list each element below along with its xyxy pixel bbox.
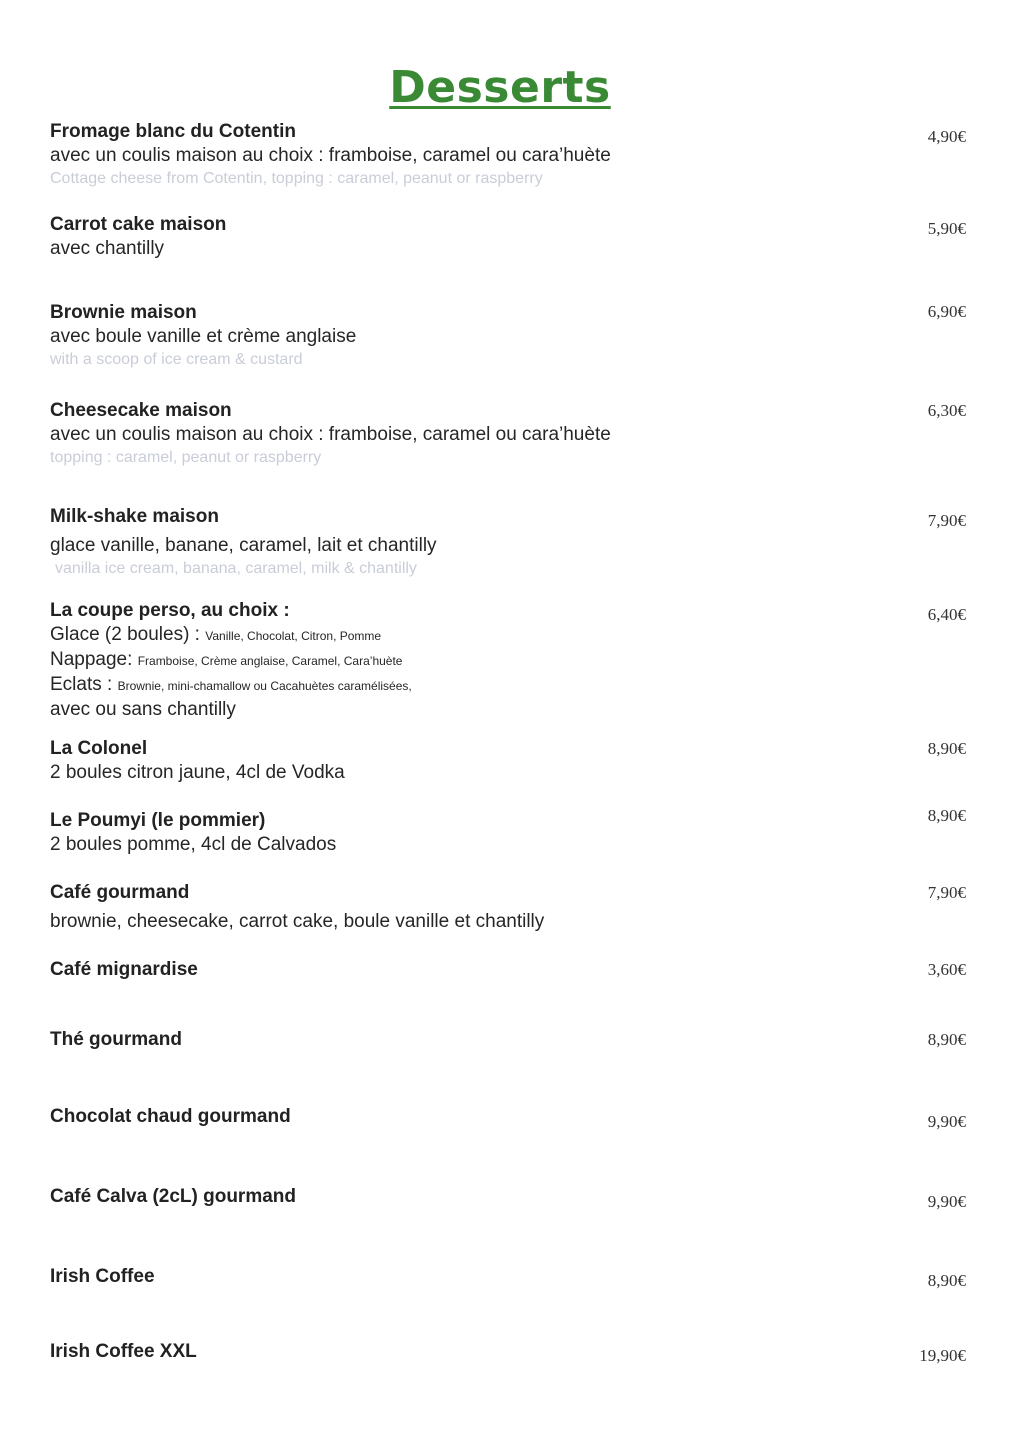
item-english: topping : caramel, peanut or raspberry xyxy=(50,449,322,466)
item-english: vanilla ice cream, banana, caramel, milk & chantilly xyxy=(55,560,417,577)
menu-item xyxy=(50,1265,1010,1289)
choice-label: Nappage: xyxy=(50,649,133,670)
item-description: 2 boules pomme, 4cl de Calvados xyxy=(50,834,337,855)
item-price: 7,90€ xyxy=(927,883,966,902)
item-description: avec ou sans chantilly xyxy=(50,699,236,720)
item-price: 5,90€ xyxy=(927,219,966,238)
item-name: Café Calva (2cL) gourmand xyxy=(50,1186,296,1207)
choice-detail: Brownie, mini-chamallow ou Cacahuètes caramélisées, xyxy=(117,679,412,693)
item-description: 2 boules citron jaune, 4cl de Vodka xyxy=(50,762,345,783)
menu-item xyxy=(50,213,1010,261)
item-price: 8,90€ xyxy=(927,739,966,758)
item-price: 3,60€ xyxy=(927,960,966,979)
item-choice-line xyxy=(50,623,1010,648)
item-name: Le Poumyi (le pommier) xyxy=(50,810,266,831)
item-price: 8,90€ xyxy=(927,1271,966,1290)
menu-item xyxy=(50,737,1010,785)
item-name: Milk-shake maison xyxy=(50,506,219,527)
menu-item xyxy=(50,599,1010,722)
item-price: 8,90€ xyxy=(927,1030,966,1049)
item-name: Fromage blanc du Cotentin xyxy=(50,121,296,142)
menu-item xyxy=(50,1340,1010,1364)
item-description: avec un coulis maison au choix : framboise, caramel ou cara’huète xyxy=(50,424,611,445)
item-english: Cottage cheese from Cotentin, topping : caramel, peanut or raspberry xyxy=(50,170,543,187)
item-name: Irish Coffee XXL xyxy=(50,1341,197,1362)
item-name: Chocolat chaud gourmand xyxy=(50,1106,291,1127)
item-name: La coupe perso, au choix : xyxy=(50,600,290,621)
choice-label: Eclats : xyxy=(50,674,113,695)
menu-item xyxy=(50,1105,1010,1129)
item-name: Cheesecake maison xyxy=(50,400,232,421)
item-price: 6,40€ xyxy=(927,605,966,624)
item-name: Café gourmand xyxy=(50,882,190,903)
item-price: 6,90€ xyxy=(927,302,966,321)
item-name: La Colonel xyxy=(50,738,148,759)
item-price: 4,90€ xyxy=(927,127,966,146)
item-english: with a scoop of ice cream & custard xyxy=(50,351,303,368)
choice-detail: Vanille, Chocolat, Citron, Pomme xyxy=(205,629,382,643)
item-price: 7,90€ xyxy=(927,511,966,530)
choice-detail: Framboise, Crème anglaise, Caramel, Cara’huète xyxy=(137,654,403,668)
item-price: 8,90€ xyxy=(927,806,966,825)
item-name: Irish Coffee xyxy=(50,1266,155,1287)
page-title: Desserts xyxy=(389,62,611,113)
item-name: Carrot cake maison xyxy=(50,214,227,235)
item-price: 9,90€ xyxy=(927,1112,966,1131)
menu-item xyxy=(50,399,1010,469)
menu-item xyxy=(50,505,1010,580)
menu-item xyxy=(50,958,1010,982)
item-choice-line xyxy=(50,648,1010,673)
item-description: glace vanille, banane, caramel, lait et chantilly xyxy=(50,535,437,556)
item-price: 9,90€ xyxy=(927,1192,966,1211)
item-name: Thé gourmand xyxy=(50,1029,182,1050)
item-description: brownie, cheesecake, carrot cake, boule vanille et chantilly xyxy=(50,911,545,932)
item-name: Café mignardise xyxy=(50,959,198,980)
item-description: avec chantilly xyxy=(50,238,165,259)
menu-item xyxy=(50,881,1010,934)
menu-item xyxy=(50,809,1010,857)
item-description: avec boule vanille et crème anglaise xyxy=(50,326,357,347)
menu-item xyxy=(50,1185,1010,1209)
menu-item xyxy=(50,301,1010,371)
item-price: 19,90€ xyxy=(919,1346,966,1365)
menu-item xyxy=(50,120,1010,190)
item-choice-line xyxy=(50,673,1010,698)
choice-label: Glace (2 boules) : xyxy=(50,624,200,645)
menu-item xyxy=(50,1028,1010,1052)
item-price: 6,30€ xyxy=(927,401,966,420)
item-name: Brownie maison xyxy=(50,302,197,323)
item-description: avec un coulis maison au choix : framboise, caramel ou cara’huète xyxy=(50,145,611,166)
